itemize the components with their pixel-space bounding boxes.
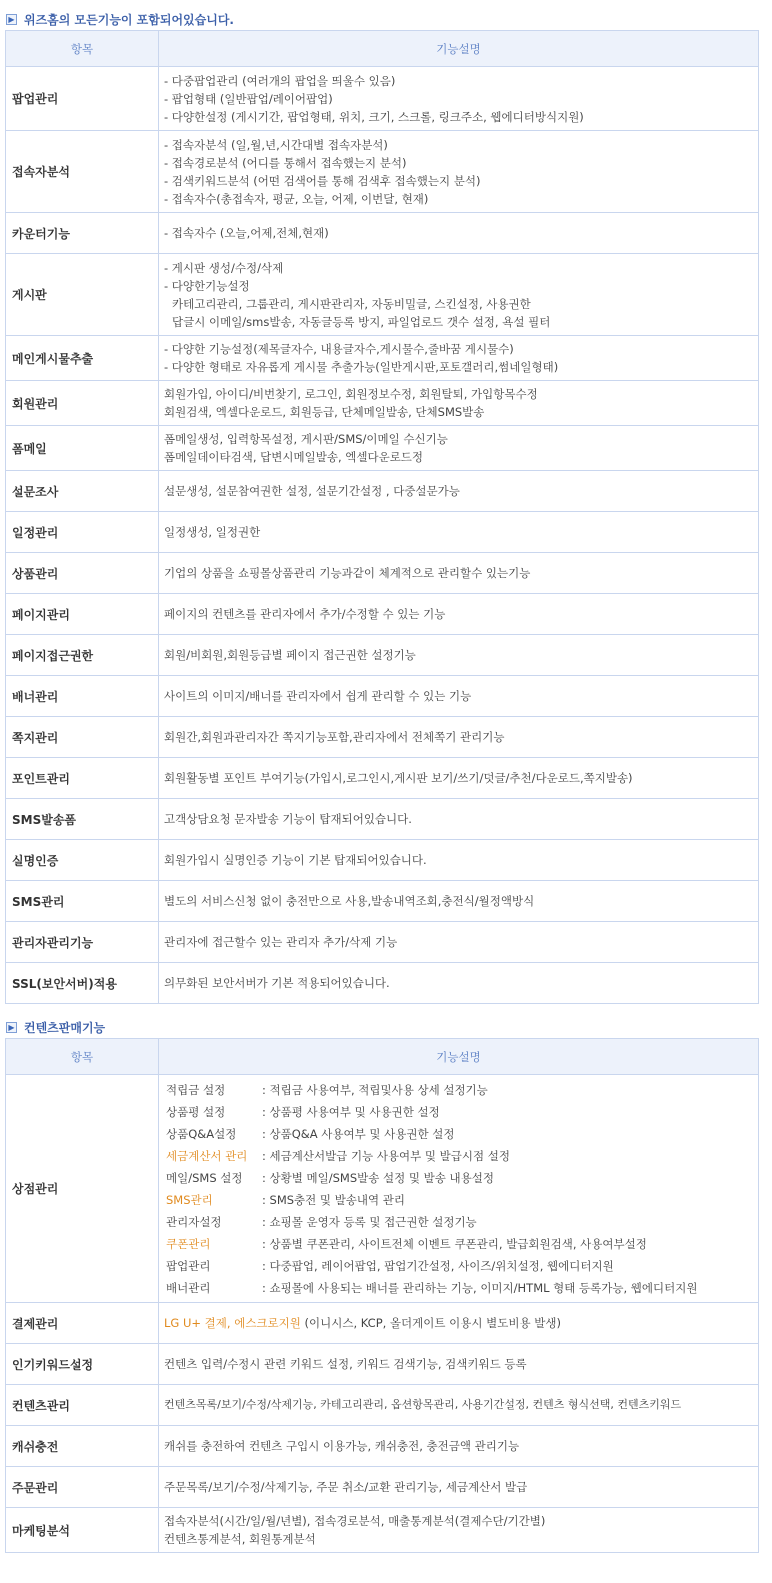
setting-value: : 다중팝업, 레이어팝업, 팝업기간설정, 사이즈/위치설정, 웹에디터지원 [262,1258,614,1273]
desc-line: 답글시 이메일/sms발송, 자동글등록 방지, 파일업로드 갯수 설정, 욕설 필터 [172,314,551,329]
row-desc [159,1385,759,1426]
desc-line: - 다양한 기능설정(제목글자수, 내용글자수,게시물수,줄바꿈 게시물수) [164,342,514,356]
desc-line: 설문생성, 설문참여권한 설정, 설문기간설정 , 다중설문가능 [164,484,460,498]
payment-highlight: LG U+ 결제, 에스크로지원 [164,1316,301,1330]
desc-line: 회원간,회원과관리자간 쪽지기능포함,관리자에서 전체쪽기 관리기능 [164,730,505,744]
setting-value: : 세금계산서발급 기능 사용여부 및 발급시점 설정 [262,1148,510,1163]
desc-line: 별도의 서비스신청 없이 충전만으로 사용,발송내역조회,충전식/월정액방식 [164,894,535,908]
payment-note: (이니시스, KCP, 올더게이트 이용시 별도비용 발생) [300,1316,561,1330]
row-label: SSL(보안서버)적용 [6,963,159,1004]
header-desc: 기능설명 [159,31,759,67]
row-label: 캐쉬충전 [6,1426,159,1467]
table-row [6,881,759,922]
desc-line: 캐쉬를 충전하여 컨텐츠 구입시 이용가능, 캐쉬충전, 충전금액 관리기능 [164,1439,520,1453]
row-desc [159,254,759,336]
row-desc [159,799,759,840]
row-label: 인기키워드설정 [6,1344,159,1385]
table-row [6,594,759,635]
setting-value: : 쇼핑몰에 사용되는 배너를 관리하는 기능, 이미지/HTML 형태 등록가능, 웹에디터지원 [262,1280,698,1295]
row-label: 일정관리 [6,512,159,553]
row-label: 페이지관리 [6,594,159,635]
table-row [6,635,759,676]
row-label: 메인게시물추출 [6,336,159,381]
desc-line: 일정생성, 일정권한 [164,525,261,539]
desc-line: 폼메일데이타검색, 답변시메일발송, 엑셀다운로드정 [164,450,424,464]
row-desc [159,1344,759,1385]
row-label: 컨텐츠관리 [6,1385,159,1426]
row-desc [159,1426,759,1467]
desc-line: 사이트의 이미지/배너를 관리자에서 쉽게 관리할 수 있는 기능 [164,689,472,703]
desc-line: - 접속자수 (오늘,어제,전체,현재) [164,226,329,240]
desc-line: - 검색키워드분석 (어떤 검색어를 통해 검색후 접속했는지 분석) [164,173,481,188]
desc-line: - 다양한설정 (게시기간, 팝업형태, 위치, 크기, 스크롤, 링크주소, 웹에디터방식지원) [164,109,584,124]
row-label: 배너관리 [6,676,159,717]
desc-line: - 접속자분석 (일,월,년,시간대별 접속자분석) [164,137,388,152]
table-header-row [6,1039,759,1075]
setting-key: 쿠폰관리 [166,1236,211,1251]
section-heading [0,8,772,30]
desc-line: 페이지의 컨텐츠를 관리자에서 추가/수정할 수 있는 기능 [164,607,446,621]
row-desc [159,635,759,676]
row-desc [159,336,759,381]
header-desc: 기능설명 [159,1039,759,1075]
row-desc [159,963,759,1004]
row-desc [159,213,759,254]
row-label: 상품관리 [6,553,159,594]
table-row [6,213,759,254]
row-desc [159,758,759,799]
row-label: SMS관리 [6,881,159,922]
row-desc [159,426,759,471]
desc-line: 접속자분석(시간/일/월/년별), 접속경로분석, 매출통계분석(결제수단/기간별) [164,1514,546,1528]
desc-line: 컨텐츠목록/보기/수정/삭제기능, 카테고리관리, 옵션항목관리, 사용기간설정, 컨텐츠 형식선택, 컨텐츠키워드 [164,1398,682,1411]
desc-line: - 접속경로분석 (어디를 통해서 접속했는지 분석) [164,155,407,170]
header-item: 항목 [6,1039,159,1075]
row-label: 실명인증 [6,840,159,881]
table-row [6,131,759,213]
setting-key: 메일/SMS 설정 [166,1170,243,1185]
setting-value: : 상품평 사용여부 및 사용권한 설정 [262,1104,440,1119]
table-row [6,963,759,1004]
row-label: 결제관리 [6,1303,159,1344]
row-label: 마케팅분석 [6,1508,159,1553]
section-title: 컨텐츠판매기능 [24,1020,106,1035]
setting-key: 배너관리 [166,1280,211,1295]
table-row [6,553,759,594]
desc-line: 회원검색, 엑셀다운로드, 회원등급, 단체메일발송, 단체SMS발송 [164,405,485,419]
table-row [6,1075,759,1303]
table-row [6,1385,759,1426]
table-row [6,512,759,553]
row-desc [159,881,759,922]
row-label: 폼메일 [6,426,159,471]
desc-line: 카테고리관리, 그룹관리, 게시판관리자, 자동비밀글, 스킨설정, 사용권한 [172,296,531,311]
setting-key: 상품평 설정 [166,1104,226,1119]
table-row [6,1426,759,1467]
row-desc [159,512,759,553]
desc-line: 고객상담요청 문자발송 기능이 탑재되어있습니다. [164,812,412,826]
table-row [6,717,759,758]
desc-line: - 다양한기능설정 [164,278,250,293]
table-row [6,1467,759,1508]
row-desc [159,1467,759,1508]
table-row [6,67,759,131]
table-row [6,799,759,840]
row-desc [159,840,759,881]
setting-key: 관리자설정 [166,1214,222,1229]
row-label: 게시판 [6,254,159,336]
row-label: 주문관리 [6,1467,159,1508]
desc-line: 폼메일생성, 입력항목설정, 게시판/SMS/이메일 수신기능 [164,432,448,446]
row-desc [159,717,759,758]
row-label: 회원관리 [6,381,159,426]
table-row [6,676,759,717]
row-desc [159,594,759,635]
setting-value: : 쇼핑몰 운영자 등록 및 접근권한 설정기능 [262,1214,477,1229]
table-row [6,254,759,336]
row-desc [159,1303,759,1344]
table-row [6,381,759,426]
shop-settings-list [164,1081,753,1297]
row-label: 접속자분석 [6,131,159,213]
row-desc [159,1508,759,1553]
setting-key: SMS관리 [166,1192,213,1207]
row-label: 카운터기능 [6,213,159,254]
setting-key: 적립금 설정 [166,1082,226,1097]
table-row [6,840,759,881]
row-label: 관리자관리기능 [6,922,159,963]
row-desc [159,131,759,213]
desc-line: 의무화된 보안서버가 기본 적용되어있습니다. [164,976,390,990]
row-desc [159,67,759,131]
desc-line: - 다중팝업관리 (여러개의 팝업을 띄울수 있음) [164,73,396,88]
desc-line: 컨텐츠 입력/수정시 관련 키워드 설정, 키워드 검색기능, 검색키워드 등록 [164,1357,527,1371]
arrow-right-icon: ▶ [6,1022,17,1033]
row-label: 상점관리 [6,1075,159,1303]
table-row [6,471,759,512]
row-label: 쪽지관리 [6,717,159,758]
row-desc [159,381,759,426]
row-desc [159,553,759,594]
setting-value: : SMS충전 및 발송내역 관리 [262,1192,405,1207]
table-row [6,426,759,471]
setting-value: : 상품Q&A 사용여부 및 사용권한 설정 [262,1126,455,1141]
header-item: 항목 [6,31,159,67]
setting-value: : 상황별 메일/SMS발송 설정 및 발송 내용설정 [262,1170,494,1185]
desc-line: - 팝업형태 (일반팝업/레이어팝업) [164,91,333,106]
table-row [6,1303,759,1344]
content-sales-table [5,1038,759,1553]
feature-table [5,30,759,1004]
row-label: 포인트관리 [6,758,159,799]
desc-line: 회원/비회원,회원등급별 페이지 접근권한 설정기능 [164,648,416,662]
table-header-row [6,31,759,67]
setting-value: : 상품별 쿠폰관리, 사이트전체 이벤트 쿠폰관리, 발급회원검색, 사용여부설정 [262,1236,647,1251]
table-row [6,922,759,963]
desc-line: 회원활동별 포인트 부여기능(가입시,로그인시,게시판 보기/쓰기/덧글/추천/다운로드,쪽지발송) [164,771,633,785]
desc-line: 회원가입, 아이디/비번찾기, 로그인, 회원정보수정, 회원탈퇴, 가입항목수정 [164,387,538,401]
row-label: 설문조사 [6,471,159,512]
setting-key: 상품Q&A설정 [166,1126,237,1141]
table-row [6,1344,759,1385]
row-desc [159,676,759,717]
desc-line: - 게시판 생성/수정/삭제 [164,260,284,275]
row-label: 페이지접근권한 [6,635,159,676]
table-row [6,1508,759,1553]
section-heading [0,1016,772,1038]
setting-key: 세금계산서 관리 [166,1148,248,1163]
desc-line: 관리자에 접근할수 있는 관리자 추가/삭제 기능 [164,935,398,949]
section-title: 위즈홈의 모든기능이 포함되어있습니다. [24,12,234,27]
setting-value: : 적립금 사용여부, 적립및사용 상세 설정기능 [262,1082,488,1097]
setting-key: 팝업관리 [166,1258,211,1273]
desc-line: 기업의 상품을 쇼핑몰상품관리 기능과같이 체계적으로 관리할수 있는기능 [164,566,531,580]
table-row [6,336,759,381]
desc-line: 컨텐츠통계분석, 회원통계분석 [164,1532,316,1546]
row-label: SMS발송폼 [6,799,159,840]
row-desc [159,1075,759,1303]
table-row [6,758,759,799]
row-desc [159,922,759,963]
arrow-right-icon: ▶ [6,14,17,25]
desc-line: 주문목록/보기/수정/삭제기능, 주문 취소/교환 관리기능, 세금계산서 발급 [164,1480,528,1494]
row-desc [159,471,759,512]
desc-line: 회원가입시 실명인증 기능이 기본 탑재되어있습니다. [164,853,427,867]
row-label: 팝업관리 [6,67,159,131]
desc-line: - 접속자수(총접속자, 평균, 오늘, 어제, 이번달, 현재) [164,191,429,206]
desc-line: - 다양한 형태로 자유롭게 게시물 추출가능(일반게시판,포토갤러리,썸네일형태) [164,360,559,374]
